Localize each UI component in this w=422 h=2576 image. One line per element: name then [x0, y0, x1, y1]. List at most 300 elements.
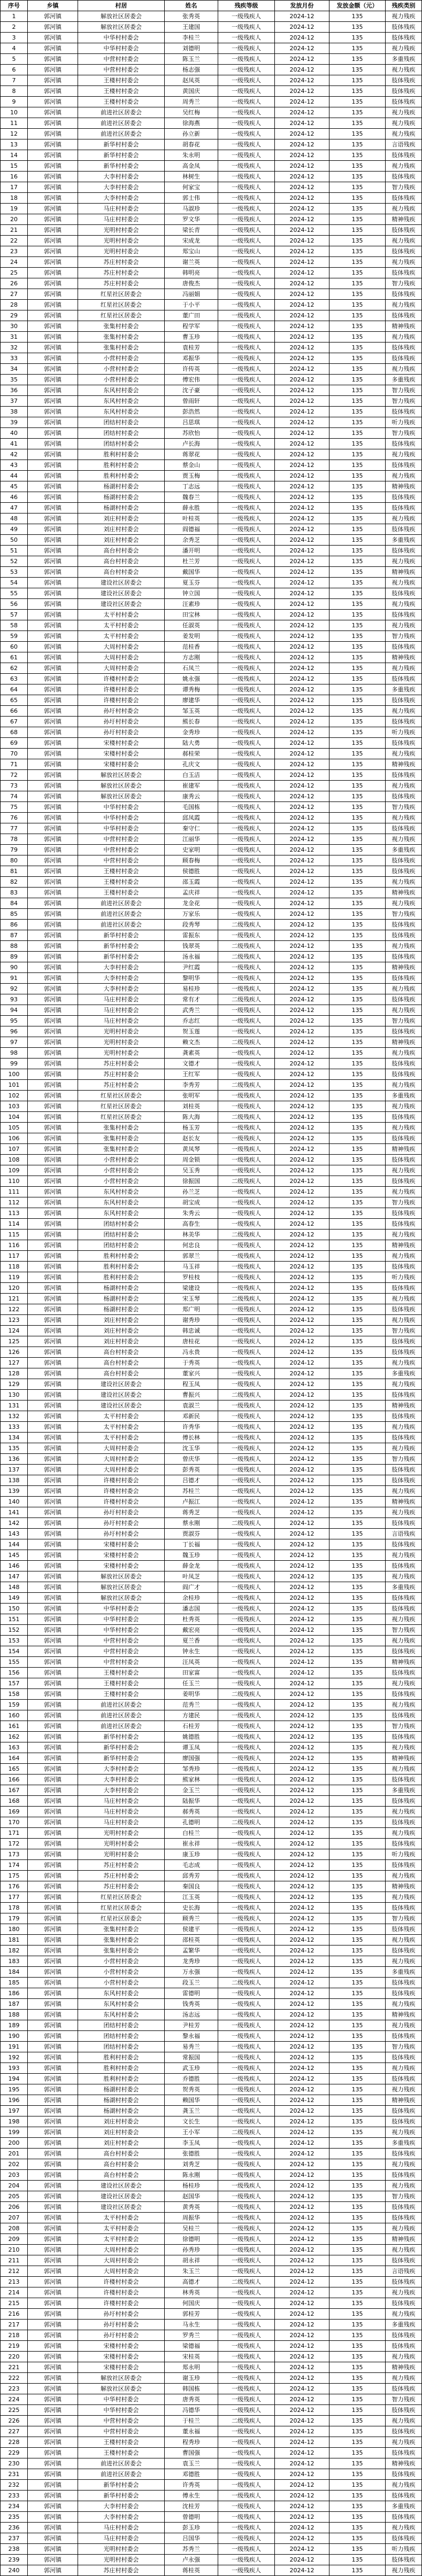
cell-index: 202 — [1, 2159, 28, 2170]
cell-township: 郭河镇 — [28, 1443, 78, 1454]
cell-disability-category: 精神残疾 — [386, 888, 422, 898]
cell-payment-month: 2024-12 — [275, 1828, 329, 1839]
cell-township: 郭河镇 — [28, 1358, 78, 1368]
cell-village: 高台村村委会 — [78, 1347, 165, 1358]
cell-disability-category: 精神残疾 — [386, 1753, 422, 1764]
table-row — [1, 1732, 422, 1742]
table-row — [1, 1881, 422, 1892]
cell-name: 罗桂枝 — [165, 1272, 218, 1283]
cell-disability-level: 一级残疾人 — [218, 225, 275, 236]
cell-payment-month: 2024-12 — [275, 1817, 329, 1828]
cell-name: 董家兴 — [165, 1368, 218, 1379]
cell-name: 丁长福 — [165, 1539, 218, 1550]
cell-village: 新华村村委会 — [78, 139, 165, 150]
cell-amount: 135 — [329, 321, 386, 332]
cell-village: 太平村村委会 — [78, 2234, 165, 2245]
cell-index: 214 — [1, 2287, 28, 2298]
cell-disability-category: 肢体残疾 — [386, 2469, 422, 2480]
cell-index: 95 — [1, 1016, 28, 1026]
cell-village: 许楼村村委会 — [78, 695, 165, 706]
cell-amount: 135 — [329, 1732, 386, 1742]
cell-payment-month: 2024-12 — [275, 481, 329, 492]
cell-township: 郭河镇 — [28, 1283, 78, 1294]
cell-village: 中营村村委会 — [78, 2416, 165, 2426]
cell-disability-category: 肢体残疾 — [386, 2533, 422, 2544]
cell-amount: 135 — [329, 1133, 386, 1144]
cell-village: 中华村村委会 — [78, 802, 165, 813]
cell-village: 小营村村委会 — [78, 1956, 165, 1967]
table-row — [1, 962, 422, 973]
cell-disability-level: 一级残疾人 — [218, 706, 275, 717]
cell-payment-month: 2024-12 — [275, 2480, 329, 2491]
cell-payment-month: 2024-12 — [275, 1604, 329, 1614]
cell-disability-category: 听力残疾 — [386, 727, 422, 738]
cell-name: 韩忠诚 — [165, 1326, 218, 1336]
cell-disability-category: 肢体残疾 — [386, 952, 422, 962]
cell-township: 郭河镇 — [28, 888, 78, 898]
cell-amount: 135 — [329, 2255, 386, 2266]
cell-township: 郭河镇 — [28, 834, 78, 845]
cell-disability-level: 一级残疾人 — [218, 75, 275, 86]
cell-disability-level: 二级残疾人 — [218, 920, 275, 930]
cell-amount: 135 — [329, 813, 386, 823]
cell-village: 红星社区居委会 — [78, 1101, 165, 1112]
cell-disability-category: 智力残疾 — [386, 1016, 422, 1026]
cell-index: 189 — [1, 2020, 28, 2031]
cell-disability-level: 一级残疾人 — [218, 300, 275, 310]
table-row — [1, 2138, 422, 2149]
cell-index: 106 — [1, 1133, 28, 1144]
cell-name: 龙秀珍 — [165, 1956, 218, 1967]
table-row — [1, 717, 422, 727]
cell-name: 汪素珍 — [165, 599, 218, 610]
cell-township: 郭河镇 — [28, 2523, 78, 2533]
cell-township: 郭河镇 — [28, 2042, 78, 2052]
table-row — [1, 2095, 422, 2106]
cell-name: 蔡永刚 — [165, 1518, 218, 1529]
cell-index: 27 — [1, 289, 28, 300]
cell-township: 郭河镇 — [28, 599, 78, 610]
table-row — [1, 1197, 422, 1208]
cell-payment-month: 2024-12 — [275, 1208, 329, 1219]
cell-amount: 135 — [329, 2320, 386, 2330]
cell-disability-level: 一级残疾人 — [218, 1101, 275, 1112]
cell-township: 郭河镇 — [28, 289, 78, 300]
cell-township: 郭河镇 — [28, 2491, 78, 2501]
cell-township: 郭河镇 — [28, 813, 78, 823]
cell-disability-level: 一级残疾人 — [218, 1956, 275, 1967]
cell-name: 段秀琴 — [165, 920, 218, 930]
table-row — [1, 1710, 422, 1721]
cell-disability-level: 一级残疾人 — [218, 193, 275, 204]
cell-name: 卢振江 — [165, 1497, 218, 1507]
cell-index: 117 — [1, 1251, 28, 1262]
cell-index: 15 — [1, 161, 28, 172]
cell-index: 37 — [1, 396, 28, 407]
cell-township: 郭河镇 — [28, 2437, 78, 2448]
cell-village: 胜利村村委会 — [78, 1272, 165, 1283]
cell-township: 郭河镇 — [28, 2245, 78, 2255]
cell-village: 红星社区居委会 — [78, 300, 165, 310]
cell-payment-month: 2024-12 — [275, 1390, 329, 1400]
cell-township: 郭河镇 — [28, 513, 78, 524]
cell-disability-category: 视力残疾 — [386, 1764, 422, 1775]
cell-payment-month: 2024-12 — [275, 1657, 329, 1668]
cell-index: 198 — [1, 2116, 28, 2127]
cell-disability-category: 肢体残疾 — [386, 1059, 422, 1069]
cell-index: 222 — [1, 2373, 28, 2384]
cell-village: 团结村村委会 — [78, 2042, 165, 2052]
cell-disability-level: 一级残疾人 — [218, 2159, 275, 2170]
cell-amount: 135 — [329, 1571, 386, 1582]
cell-index: 180 — [1, 1924, 28, 1935]
cell-township: 郭河镇 — [28, 364, 78, 375]
cell-township: 郭河镇 — [28, 2384, 78, 2394]
cell-index: 162 — [1, 1732, 28, 1742]
cell-township: 郭河镇 — [28, 866, 78, 877]
cell-name: 马淑珍 — [165, 204, 218, 214]
cell-payment-month: 2024-12 — [275, 1315, 329, 1326]
cell-village: 团结村村委会 — [78, 417, 165, 428]
cell-amount: 135 — [329, 877, 386, 888]
cell-index: 208 — [1, 2223, 28, 2234]
cell-disability-category: 智力残疾 — [386, 385, 422, 396]
table-row — [1, 1529, 422, 1539]
cell-village: 苏庄村村委会 — [78, 1080, 165, 1091]
cell-name: 夏兰香 — [165, 1636, 218, 1646]
cell-village: 建设社区居委会 — [78, 1400, 165, 1411]
cell-amount: 135 — [329, 866, 386, 877]
table-row — [1, 749, 422, 759]
cell-index: 18 — [1, 193, 28, 204]
cell-payment-month: 2024-12 — [275, 1710, 329, 1721]
cell-township: 郭河镇 — [28, 588, 78, 599]
table-row — [1, 513, 422, 524]
cell-name: 沈桂芳 — [165, 2501, 218, 2512]
cell-payment-month: 2024-12 — [275, 962, 329, 973]
cell-disability-category: 智力残疾 — [386, 909, 422, 920]
cell-village: 建设社区居委会 — [78, 1379, 165, 1390]
cell-amount: 135 — [329, 2084, 386, 2095]
cell-disability-level: 一级残疾人 — [218, 727, 275, 738]
cell-village: 光明村村委会 — [78, 1849, 165, 1860]
table-row — [1, 1155, 422, 1165]
table-row — [1, 2362, 422, 2373]
cell-index: 125 — [1, 1336, 28, 1347]
cell-index: 102 — [1, 1091, 28, 1101]
table-row — [1, 2159, 422, 2170]
cell-index: 42 — [1, 449, 28, 460]
cell-disability-category: 肢体残疾 — [386, 2426, 422, 2437]
cell-disability-level: 一级残疾人 — [218, 2373, 275, 2384]
cell-name: 何家宝 — [165, 182, 218, 193]
cell-name: 段玉兰 — [165, 1978, 218, 1988]
cell-disability-level: 一级残疾人 — [218, 2266, 275, 2277]
cell-amount: 135 — [329, 2501, 386, 2512]
cell-amount: 135 — [329, 524, 386, 535]
cell-disability-category: 智力残疾 — [386, 802, 422, 813]
cell-index: 58 — [1, 620, 28, 631]
cell-amount: 135 — [329, 1775, 386, 1785]
cell-payment-month: 2024-12 — [275, 1144, 329, 1155]
cell-payment-month: 2024-12 — [275, 610, 329, 620]
cell-name: 林美华 — [165, 1229, 218, 1240]
cell-disability-category: 肢体残疾 — [386, 289, 422, 300]
cell-township: 郭河镇 — [28, 727, 78, 738]
cell-name: 徐海燕 — [165, 118, 218, 129]
cell-village: 中华村村委会 — [78, 2394, 165, 2405]
cell-index: 59 — [1, 631, 28, 642]
cell-payment-month: 2024-12 — [275, 396, 329, 407]
table-row — [1, 246, 422, 257]
cell-payment-month: 2024-12 — [275, 706, 329, 717]
cell-township: 郭河镇 — [28, 2223, 78, 2234]
table-row — [1, 898, 422, 909]
cell-township: 郭河镇 — [28, 268, 78, 278]
cell-payment-month: 2024-12 — [275, 2245, 329, 2255]
cell-disability-category: 智力残疾 — [386, 631, 422, 642]
cell-village: 高台村村委会 — [78, 2159, 165, 2170]
cell-disability-level: 一级残疾人 — [218, 642, 275, 652]
cell-disability-level: 一级残疾人 — [218, 1550, 275, 1561]
cell-village: 王楼村村委会 — [78, 2448, 165, 2458]
cell-index: 6 — [1, 65, 28, 75]
cell-index: 41 — [1, 439, 28, 449]
cell-disability-level: 一级残疾人 — [218, 2480, 275, 2491]
cell-disability-level: 二级残疾人 — [218, 1390, 275, 1400]
cell-amount: 135 — [329, 2533, 386, 2544]
cell-amount: 135 — [329, 1390, 386, 1400]
cell-index: 43 — [1, 460, 28, 471]
cell-village: 高台村村委会 — [78, 2170, 165, 2181]
cell-township: 郭河镇 — [28, 749, 78, 759]
cell-index: 146 — [1, 1561, 28, 1571]
cell-payment-month: 2024-12 — [275, 2437, 329, 2448]
table-row — [1, 1935, 422, 1945]
cell-village: 马庄村村委会 — [78, 2523, 165, 2533]
cell-township: 郭河镇 — [28, 1988, 78, 1999]
cell-name: 康玉珍 — [165, 1849, 218, 1860]
cell-amount: 135 — [329, 225, 386, 236]
cell-index: 200 — [1, 2138, 28, 2149]
cell-payment-month: 2024-12 — [275, 834, 329, 845]
table-row — [1, 1133, 422, 1144]
cell-township: 郭河镇 — [28, 257, 78, 268]
cell-disability-category: 视力残疾 — [386, 300, 422, 310]
cell-name: 崔永祥 — [165, 1839, 218, 1849]
cell-disability-category: 肢体残疾 — [386, 2448, 422, 2458]
cell-name: 熊家林 — [165, 1775, 218, 1785]
cell-amount: 135 — [329, 1272, 386, 1283]
cell-disability-level: 一级残疾人 — [218, 2063, 275, 2074]
cell-index: 156 — [1, 1668, 28, 1678]
cell-index: 99 — [1, 1059, 28, 1069]
cell-name: 钟立国 — [165, 588, 218, 599]
cell-township: 郭河镇 — [28, 855, 78, 866]
cell-township: 郭河镇 — [28, 2458, 78, 2469]
cell-amount: 135 — [329, 1582, 386, 1593]
cell-name: 梁长青 — [165, 225, 218, 236]
cell-township: 郭河镇 — [28, 182, 78, 193]
table-row — [1, 471, 422, 481]
cell-township: 郭河镇 — [28, 546, 78, 556]
cell-payment-month: 2024-12 — [275, 855, 329, 866]
cell-disability-category: 视力残疾 — [386, 11, 422, 22]
cell-township: 郭河镇 — [28, 310, 78, 321]
cell-village: 中华村村委会 — [78, 1614, 165, 1625]
cell-amount: 135 — [329, 749, 386, 759]
cell-village: 小营村村委会 — [78, 1176, 165, 1187]
cell-village: 许楼村村委会 — [78, 1486, 165, 1497]
cell-index: 194 — [1, 2074, 28, 2084]
table-row — [1, 2191, 422, 2202]
cell-disability-level: 一级残疾人 — [218, 2512, 275, 2523]
cell-amount: 135 — [329, 204, 386, 214]
cell-village: 苏庄村村委会 — [78, 1059, 165, 1069]
cell-amount: 135 — [329, 2512, 386, 2523]
cell-disability-level: 一级残疾人 — [218, 631, 275, 642]
cell-index: 47 — [1, 503, 28, 513]
cell-name: 邓新民 — [165, 1411, 218, 1422]
table-row — [1, 129, 422, 139]
cell-disability-category: 肢体残疾 — [386, 1860, 422, 1871]
cell-disability-category: 肢体残疾 — [386, 1689, 422, 1700]
cell-name: 陈大海 — [165, 1112, 218, 1123]
cell-name: 廖国强 — [165, 1753, 218, 1764]
cell-township: 郭河镇 — [28, 1539, 78, 1550]
cell-township: 郭河镇 — [28, 129, 78, 139]
cell-name: 江玉英 — [165, 1892, 218, 1903]
cell-name: 吴玉秀 — [165, 1165, 218, 1176]
cell-township: 郭河镇 — [28, 1913, 78, 1924]
cell-village: 光明村村委会 — [78, 2555, 165, 2565]
cell-name: 罗秀兰 — [165, 2330, 218, 2341]
table-row — [1, 1871, 422, 1881]
cell-disability-category: 肢体残疾 — [386, 1903, 422, 1913]
cell-name: 邹玉英 — [165, 706, 218, 717]
cell-index: 104 — [1, 1112, 28, 1123]
cell-village: 前进社区居委会 — [78, 2469, 165, 2480]
cell-disability-level: 二级残疾人 — [218, 1817, 275, 1828]
cell-township: 郭河镇 — [28, 1796, 78, 1807]
table-row — [1, 2084, 422, 2095]
cell-index: 210 — [1, 2245, 28, 2255]
cell-township: 郭河镇 — [28, 439, 78, 449]
cell-disability-category: 视力残疾 — [386, 2416, 422, 2426]
cell-name: 雷振东 — [165, 930, 218, 941]
cell-payment-month: 2024-12 — [275, 182, 329, 193]
cell-amount: 135 — [329, 513, 386, 524]
cell-disability-category: 视力残疾 — [386, 2181, 422, 2191]
cell-township: 郭河镇 — [28, 1390, 78, 1400]
cell-village: 解放社区居委会 — [78, 22, 165, 33]
cell-payment-month: 2024-12 — [275, 172, 329, 182]
cell-disability-level: 一级残疾人 — [218, 973, 275, 984]
cell-index: 216 — [1, 2309, 28, 2320]
cell-index: 61 — [1, 652, 28, 663]
cell-village: 太平村村委会 — [78, 1422, 165, 1433]
cell-payment-month: 2024-12 — [275, 877, 329, 888]
cell-name: 江丽华 — [165, 834, 218, 845]
cell-amount: 135 — [329, 1112, 386, 1123]
cell-index: 39 — [1, 417, 28, 428]
table-row — [1, 2448, 422, 2458]
cell-payment-month: 2024-12 — [275, 1978, 329, 1988]
cell-index: 133 — [1, 1422, 28, 1433]
table-row — [1, 1433, 422, 1443]
cell-disability-level: 一级残疾人 — [218, 1636, 275, 1646]
cell-village: 太平村村委会 — [78, 620, 165, 631]
cell-township: 郭河镇 — [28, 1069, 78, 1080]
cell-disability-category: 肢体残疾 — [386, 1817, 422, 1828]
cell-township: 郭河镇 — [28, 1262, 78, 1272]
cell-name: 周秀兰 — [165, 97, 218, 107]
cell-index: 204 — [1, 2181, 28, 2191]
table-row — [1, 1026, 422, 1037]
cell-village: 许楼村村委会 — [78, 2277, 165, 2287]
cell-payment-month: 2024-12 — [275, 759, 329, 770]
cell-name: 孟繁华 — [165, 1945, 218, 1956]
cell-township: 郭河镇 — [28, 1133, 78, 1144]
cell-village: 杨湖村村委会 — [78, 503, 165, 513]
cell-disability-level: 一级残疾人 — [218, 1614, 275, 1625]
cell-amount: 135 — [329, 1101, 386, 1112]
cell-payment-month: 2024-12 — [275, 2234, 329, 2245]
cell-disability-level: 一级残疾人 — [218, 898, 275, 909]
cell-disability-category: 肢体残疾 — [386, 1775, 422, 1785]
cell-name: 王红军 — [165, 1069, 218, 1080]
cell-village: 新华村村委会 — [78, 161, 165, 172]
cell-disability-category: 视力残疾 — [386, 1379, 422, 1390]
cell-township: 郭河镇 — [28, 1732, 78, 1742]
cell-disability-level: 一级残疾人 — [218, 1304, 275, 1315]
cell-index: 169 — [1, 1807, 28, 1817]
cell-index: 123 — [1, 1315, 28, 1326]
cell-name: 赵国华 — [165, 2191, 218, 2202]
table-row — [1, 2234, 422, 2245]
cell-village: 许楼村村委会 — [78, 674, 165, 684]
cell-township: 郭河镇 — [28, 2213, 78, 2223]
cell-disability-category: 视力残疾 — [386, 813, 422, 823]
cell-disability-category: 肢体残疾 — [386, 2116, 422, 2127]
cell-disability-level: 一级残疾人 — [218, 578, 275, 588]
cell-township: 郭河镇 — [28, 578, 78, 588]
cell-disability-level: 一级残疾人 — [218, 770, 275, 781]
cell-amount: 135 — [329, 1881, 386, 1892]
cell-index: 224 — [1, 2394, 28, 2405]
cell-amount: 135 — [329, 278, 386, 289]
cell-amount: 135 — [329, 214, 386, 225]
cell-amount: 135 — [329, 1005, 386, 1016]
cell-disability-category: 智力残疾 — [386, 396, 422, 407]
cell-village: 孙圩村村委会 — [78, 706, 165, 717]
cell-township: 郭河镇 — [28, 920, 78, 930]
cell-payment-month: 2024-12 — [275, 1304, 329, 1315]
table-row — [1, 417, 422, 428]
cell-disability-category: 肢体残疾 — [386, 610, 422, 620]
cell-name: 程玉凤 — [165, 1379, 218, 1390]
table-row — [1, 2512, 422, 2523]
cell-disability-category: 视力残疾 — [386, 749, 422, 759]
cell-township: 郭河镇 — [28, 2309, 78, 2320]
cell-disability-level: 一级残疾人 — [218, 556, 275, 567]
header-index: 序号 — [1, 1, 28, 11]
cell-village: 大李村村委会 — [78, 193, 165, 204]
cell-township: 郭河镇 — [28, 1411, 78, 1422]
table-row — [1, 343, 422, 353]
cell-township: 郭河镇 — [28, 952, 78, 962]
cell-disability-level: 一级残疾人 — [218, 2491, 275, 2501]
